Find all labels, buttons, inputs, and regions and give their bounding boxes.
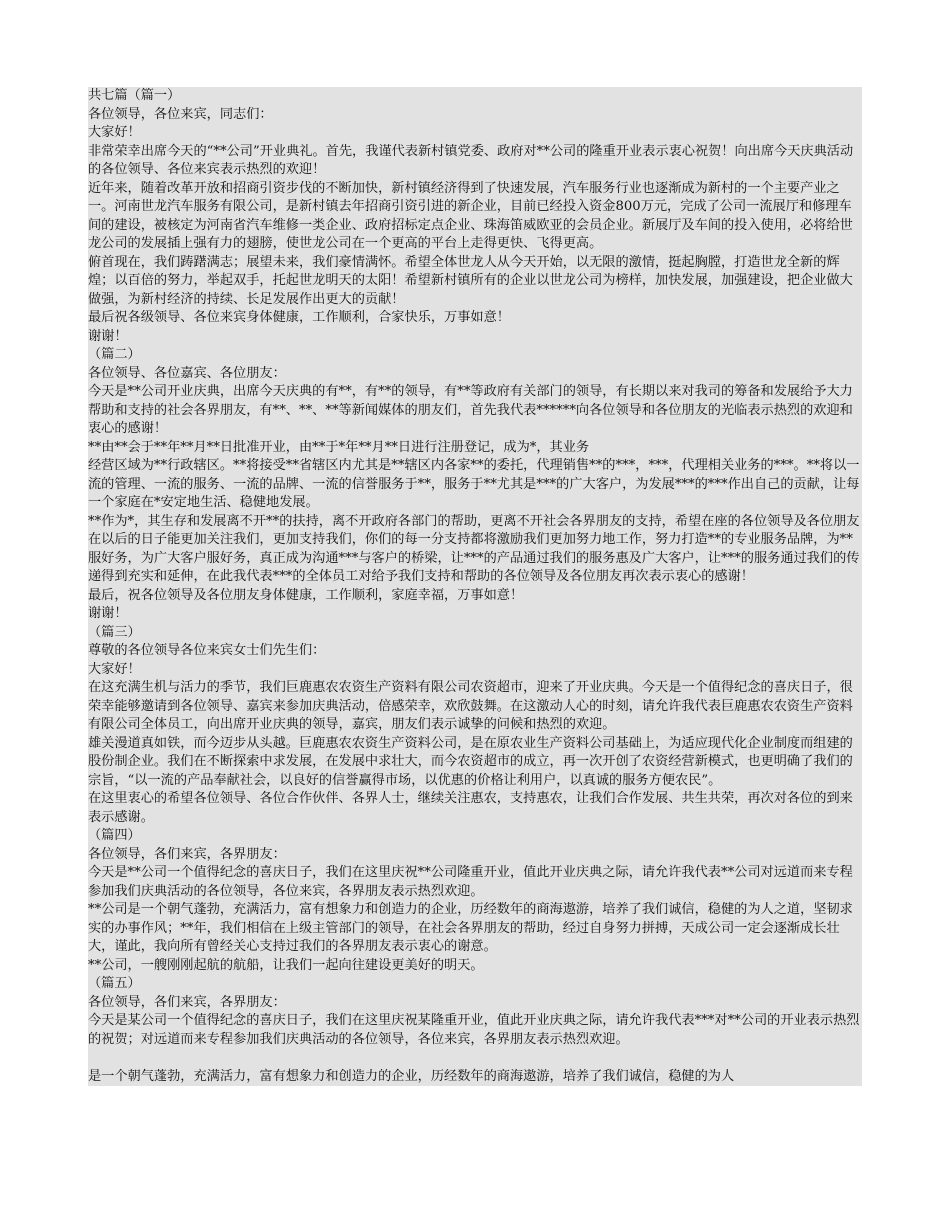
greeting: 大家好！ [88, 661, 862, 680]
paragraph: 俯首现在，我们踌躇满志；展望未来，我们豪情满怀。希望全体世龙人从今天开始，以无限的激情，挺起胸膛，打造世龙全新的辉煌；以百倍的努力，举起双手，托起世龙明天的太阳！希望新村镇所有的企业以世龙公司为榜样，加快发展，加强建设，把企业做大做强，为新村经济的持续、长足发展作出更大的贡献！ [88, 254, 862, 310]
paragraph: 在这充满生机与活力的季节，我们巨鹿惠农农资生产资料有限公司农资超市，迎来了开业庆典。今天是一个值得纪念的喜庆日子，很荣幸能够邀请到各位领导、嘉宾来参加庆典活动，倍感荣幸，欢欣鼓舞。在这激动人心的时刻，请允许我代表巨鹿惠农农资生产资料有限公司全体员工，向出席开业庆典的领导，嘉宾，朋友们表示诚挚的问候和热烈的欢迎。 [88, 679, 862, 735]
salutation: 尊敬的各位领导各位来宾女士们先生们： [88, 642, 862, 661]
closing: 谢谢！ [88, 328, 862, 347]
paragraph: 是一个朝气蓬勃，充满活力，富有想象力和创造力的企业，历经数年的商海遨游，培养了我们诚信，稳健的为人 [88, 1068, 862, 1087]
salutation: 各位领导，各们来宾，各界朋友： [88, 846, 862, 865]
paragraph: 最后祝各级领导、各位来宾身体健康，工作顺利，合家快乐，万事如意！ [88, 309, 862, 328]
paragraph: 非常荣幸出席今天的“**公司”开业典礼。首先，我谨代表新村镇党委、政府对**公司的隆重开业表示衷心祝贺！向出席今天庆典活动的各位领导、各位来宾表示热烈的欢迎！ [88, 143, 862, 180]
greeting: 大家好！ [88, 124, 862, 143]
salutation: 各位领导，各位来宾，同志们： [88, 106, 862, 125]
paragraph: 最后，祝各位领导及各位朋友身体健康，工作顺利，家庭幸福，万事如意！ [88, 587, 862, 606]
document-body [88, 87, 862, 1086]
salutation: 各位领导，各们来宾，各界朋友： [88, 994, 862, 1013]
paragraph: **由**会于**年**月**日批准开业，由**于*年**月**日进行注册登记，成为*，其业务 [88, 439, 862, 458]
blank-line [88, 1049, 862, 1068]
paragraph: 在这里衷心的希望各位领导、各位合作伙伴、各界人士，继续关注惠农，支持惠农，让我们合作发展、共生共荣，再次对各位的到来表示感谢。 [88, 790, 862, 827]
paragraph: 雄关漫道真如铁，而今迈步从头越。巨鹿惠农农资生产资料公司，是在原农业生产资料公司基础上，为适应现代化企业制度而组建的股份制企业。我们在不断探索中求发展，在发展中求壮大，而今农资超市的成立，再一次开创了农资经营新模式，也更明确了我们的宗旨，“以一流的产品奉献社会，以良好的信誉赢得市场，以优惠的价格让利用户，以真诚的服务方便农民”。 [88, 735, 862, 791]
paragraph: **公司，一艘刚刚起航的航船，让我们一起向往建设更美好的明天。 [88, 957, 862, 976]
salutation: 各位领导、各位嘉宾、各位朋友： [88, 365, 862, 384]
section-heading: （篇五） [88, 975, 862, 994]
paragraph: 经营区域为**行政辖区。**将接受**省辖区内尤其是**辖区内各家**的委托，代理销售**的***，***，代理相关业务的***。**将以一流的管理、一流的服务、一流的品牌、一流的信誉服务于**，服务于**尤其是***的广大客户，为发展***的***作出自己的贡献，让每一个家庭在*安定地生活、稳健地发展。 [88, 457, 862, 513]
section-heading: （篇三） [88, 624, 862, 643]
section-heading: （篇四） [88, 827, 862, 846]
paragraph: 今天是**公司开业庆典，出席今天庆典的有**，有**的领导，有**等政府有关部门的领导，有长期以来对我司的筹备和发展给予大力帮助和支持的社会各界朋友，有**、**、**等新闻媒体的朋友们，首先我代表******向各位领导和各位朋友的光临表示热烈的欢迎和衷心的感谢！ [88, 383, 862, 439]
paragraph: 近年来，随着改革开放和招商引资步伐的不断加快，新村镇经济得到了快速发展，汽车服务行业也逐渐成为新村的一个主要产业之一。河南世龙汽车服务有限公司，是新村镇去年招商引资引进的新企业，目前已经投入资金800万元，完成了公司一流展厅和修理车间的建设，被核定为河南省汽车维修一类企业、政府招标定点企业、珠海笛威欧亚的会员企业。新展厅及车间的投入使用，必将给世龙公司的发展插上强有力的翅膀，使世龙公司在一个更高的平台上走得更快、飞得更高。 [88, 180, 862, 254]
paragraph: **公司是一个朝气蓬勃，充满活力，富有想象力和创造力的企业，历经数年的商海遨游，培养了我们诚信，稳健的为人之道，坚韧求实的办事作风；**年，我们相信在上级主管部门的领导，在社会各界朋友的帮助，经过自身努力拼搏，天成公司一定会逐渐成长壮大，谨此，我向所有曾经关心支持过我们的各界朋友表示衷心的谢意。 [88, 901, 862, 957]
paragraph: 今天是某公司一个值得纪念的喜庆日子，我们在这里庆祝某隆重开业，值此开业庆典之际，请允许我代表***对**公司的开业表示热烈的祝贺；对远道而来专程参加我们庆典活动的各位领导，各位来宾，各界朋友表示热烈欢迎。 [88, 1012, 862, 1049]
closing: 谢谢！ [88, 605, 862, 624]
section-heading: 共七篇（篇一） [88, 87, 862, 106]
paragraph: 今天是**公司一个值得纪念的喜庆日子，我们在这里庆祝**公司隆重开业，值此开业庆典之际，请允许我代表**公司对远道而来专程参加我们庆典活动的各位领导，各位来宾，各界朋友表示热烈欢迎。 [88, 864, 862, 901]
paragraph: **作为*，其生存和发展离不开**的扶持，离不开政府各部门的帮助，更离不开社会各界朋友的支持，希望在座的各位领导及各位朋友在以后的日子能更加关注我们，更加支持我们，你们的每一分支持都将激励我们更加努力地工作，努力打造**的专业服务品牌，为**服好务，为广大客户服好务，真正成为沟通***与客户的桥梁，让***的产品通过我们的服务惠及广大客户，让***的服务通过我们的传递得到充实和延伸，在此我代表***的全体员工对给予我们支持和帮助的各位领导及各位朋友再次表示衷心的感谢！ [88, 513, 862, 587]
section-heading: （篇二） [88, 346, 862, 365]
